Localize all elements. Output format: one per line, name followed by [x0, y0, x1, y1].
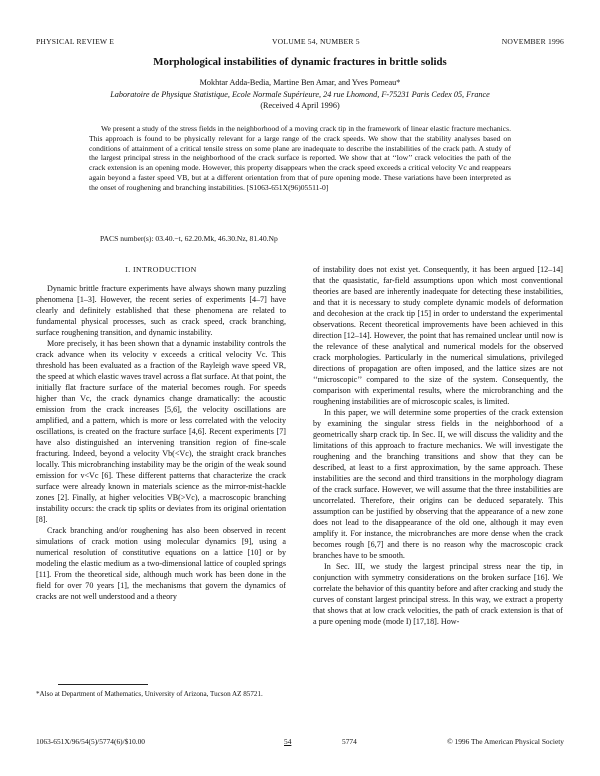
- footnote-rule: [58, 684, 148, 685]
- copyright: © 1996 The American Physical Society: [447, 737, 564, 746]
- pacs-numbers: PACS number(s): 03.40.−t, 62.20.Mk, 46.30.Nz, 81.40.Np: [100, 234, 278, 243]
- article-code: 1063-651X/96/54(5)/5774(6)/$10.00: [36, 737, 146, 746]
- left-column: [36, 264, 286, 602]
- section-heading: I. INTRODUCTION: [125, 265, 197, 274]
- paragraph: Crack branching and/or roughening has also been observed in recent simulations of crack motion using molecular dynamics [9], using a numerical resolution of constitutive equations on a lattice [10] or by modeling the elastic medium as a two-dimensional lattice of coupled springs [11]. From the theoretical side, although much work has been done in the field for over 70 years [1], the mechanisms that govern the dynamics of cracks are not well understood and a theory: [36, 526, 286, 601]
- volume-number: VOLUME 54, NUMBER 5: [272, 37, 360, 46]
- abstract-text: We present a study of the stress fields in the neighborhood of a moving crack tip in the framework of linear elastic fracture mechanics. This approach is found to be physically relevant for a large range of the crack speeds. We show that the stability analyses based on conditions of attainment of a critical tensile stress on some plane are inadequate to describe the instabilities of the crack path. A study of the largest principal stress in the neighborhood of the crack surface is reported. We show that at ‘‘low’’ crack velocities the path of the crack extension is an opening mode. However, this property disappears when the crack speed exceeds a critical velocity Vc and reappears again beyond a faster speed VB, but at a different orientation from that of pure opening mode. These variations have been interpreted as the onset of roughening and branching instabilities. [S1063-651X(96)05511-0]: [89, 124, 511, 192]
- page-footer: [36, 737, 564, 749]
- affiliation: Laboratoire de Physique Statistique, Ecole Normale Supérieure, 24 rue Lhomond, F-75231 Paris Cedex 05, France: [110, 90, 490, 99]
- issue-date: NOVEMBER 1996: [501, 37, 564, 46]
- right-column: [313, 264, 563, 627]
- abstract: [89, 124, 511, 193]
- page-number: 5774: [342, 737, 357, 746]
- paragraph: More precisely, it has been shown that a dynamic instability controls the crack advance when its velocity v exceeds a critical velocity Vc. This threshold has been evaluated as a fraction of the Rayleigh wave speed VR, the speed at which elastic waves travel across a flat surface. At that point, the initially flat fracture surface of the material becomes rough. For speeds higher than Vc, the crack dynamics change dramatically: the acoustic emission from the crack increases [5,6], the velocity oscillations are amplified, and a pattern, which is more or less correlated with the velocity oscillations, is created on the fracture surface [4,6]. Recent experiments [7] have also distinguished an intervening transition region of fine-scale fracturing. Indeed, beyond a velocity Vb(<Vc), the straight crack branches locally. This microbranching instability may be the origin of the weak sound emission for v<Vc [6]. These different patterns that characterize the crack surface were already known in materials science as the mirror-mist-hackle zones [2]. Finally, at higher velocities VB(>Vc), a macroscopic branching instability occurs: the crack tip splits or deviates from its original orientation [8].: [36, 339, 286, 524]
- author-list: Mokhtar Adda-Bedia, Martine Ben Amar, and Yves Pomeau*: [199, 78, 401, 87]
- paragraph: of instability does not exist yet. Consequently, it has been argued [12–14] that the quasistatic, far-field assumptions upon which most conventional theories are based are inherently inadequate for detecting these instabilities, and that it is necessary to study complete dynamic models of deformation and decohesion at the crack tip [15] in order to understand the experimental observations. Recent theoretical improvements have been achieved in this direction [12–14]. However, the point that has remained unclear until now is the relevance of these analytical and numerical models for the observed crack morphologies. Particularly in the numerical simulations, privileged directions of propagation are often imposed, and the lattice sizes are not ‘‘microscopic’’ compared to the size of the system. Consequently, the comparison with experimental results, where the microbranching and the roughening instabilities are of microscopic scales, is limited.: [313, 265, 563, 406]
- paragraph: In Sec. III, we study the largest principal stress near the tip, in conjunction with symmetry considerations on the broken surface [16]. We correlate the behavior of this quantity before and after cracking and study the curves of constant largest principal stress. In this way, we extract a property that shows that at low crack velocities, the path of crack extension is that of a pure opening mode (mode I) [17,18]. How-: [313, 562, 563, 626]
- received-date: (Received 4 April 1996): [260, 101, 340, 110]
- paper-title: Morphological instabilities of dynamic fractures in brittle solids: [153, 56, 447, 68]
- running-header: [36, 37, 564, 49]
- paragraph: In this paper, we will determine some properties of the crack extension by examining the singular stress fields in the neighborhood of a geometrically sharp crack tip. In Sec. II, we will discuss the validity and the limitations of this approach to fracture mechanics. We will investigate the roughening and the branching transitions and show that they can be described, at least to a first approximation, by the same approach. These instabilities are the second and third transitions in the morphology diagram of the crack surface. However, we will assume that the three instabilities are uncorrelated. Therefore, their origins can be deduced separately. This assumption can be justified by observing that the appearance of a new zone does not lead to the disappearance of the old one, although it may even amplify it. For instance, the microbranches are more dense when the crack becomes rough [6,7] and there is no reason why the macroscopic crack branches have to be smooth.: [313, 408, 563, 560]
- paragraph: Dynamic brittle fracture experiments have always shown many puzzling phenomena [1–3]. However, the recent series of experiments [4–7] have clearly and definitely established that these phenomena are related to fundamental physical processes, such as crack speed, crack branching, surface roughening transition, and dynamic instability.: [36, 284, 286, 337]
- footer-volume: 54: [284, 737, 292, 746]
- footnote: *Also at Department of Mathematics, University of Arizona, Tucson AZ 85721.: [36, 690, 263, 698]
- journal-name: PHYSICAL REVIEW E: [36, 37, 115, 46]
